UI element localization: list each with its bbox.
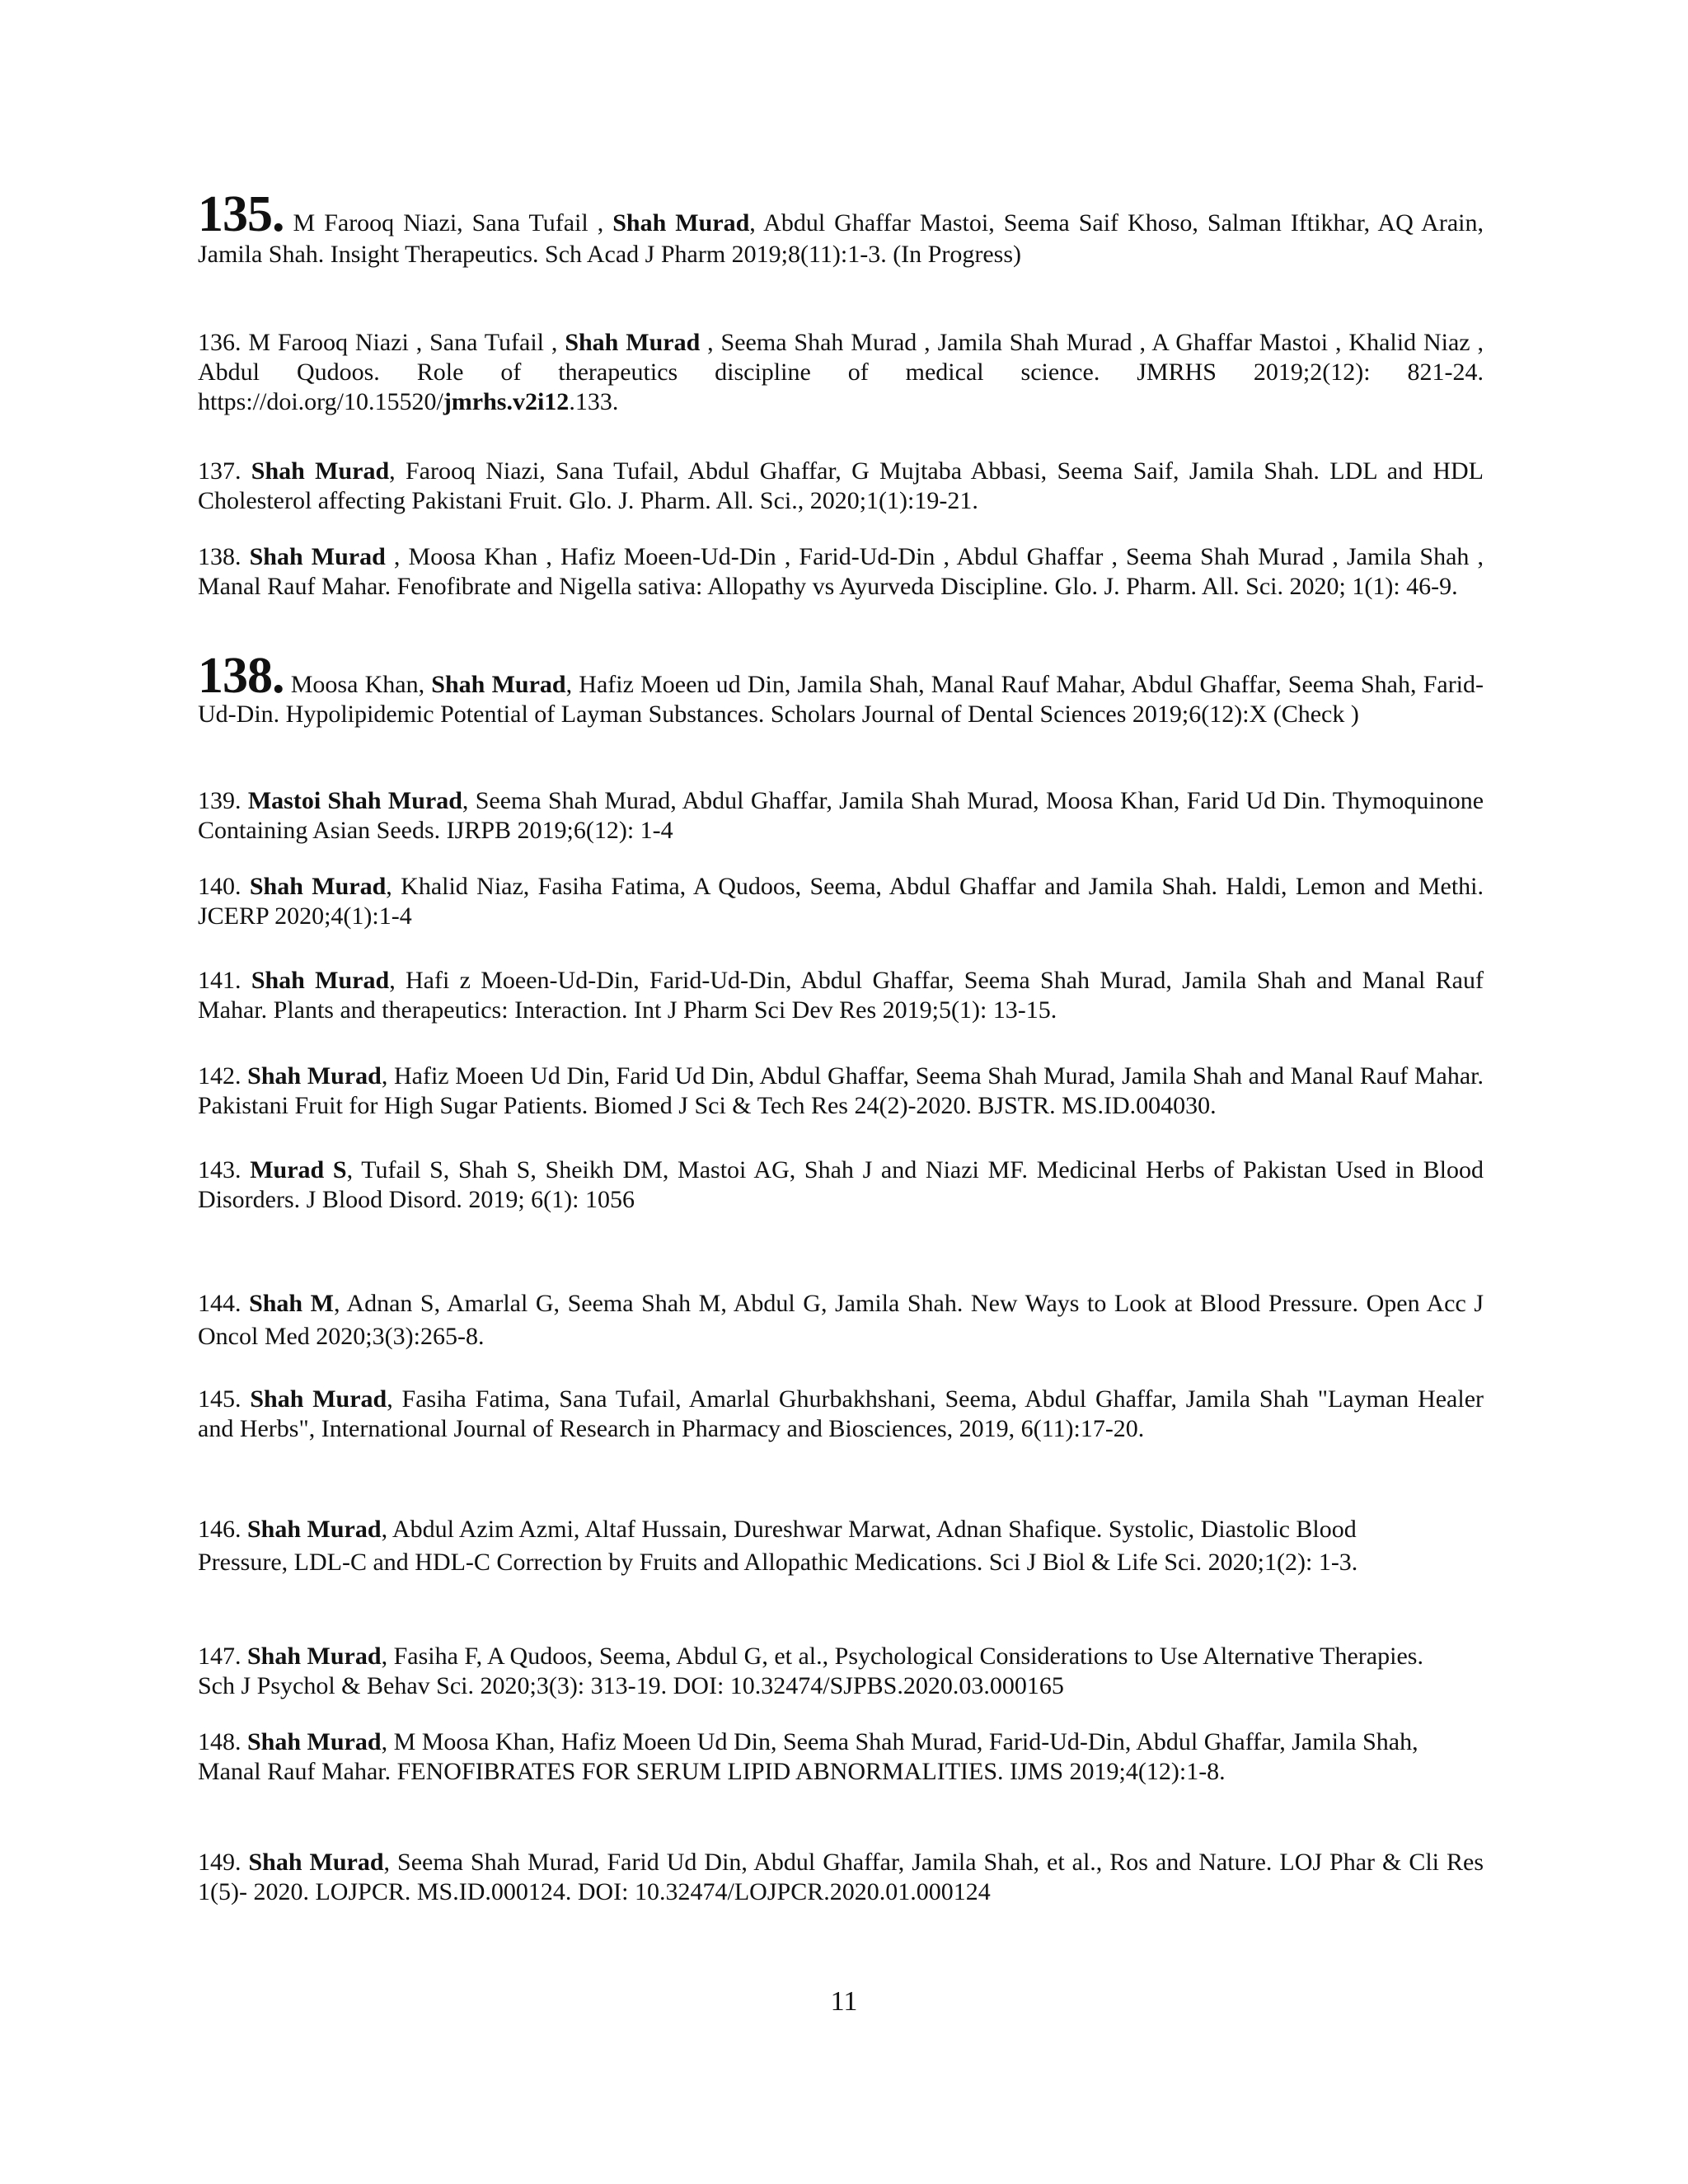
reference-number: 144. [198,1290,241,1317]
reference-details: , Hafiz Moeen Ud Din, Farid Ud Din, Abdul Ghaffar, Seema Shah Murad, Jamila Shah and Manal Rauf Mahar. Pakistani Fruit for High Sugar Patients. Biomed J Sci & Tech Res 24(2)-2020. BJSTR. MS.ID.004030. [198,1062,1484,1119]
reference-details: , Fasiha Fatima, Sana Tufail, Amarlal Ghurbakhshani, Seema, Abdul Ghaffar, Jamila Shah "Layman Healer and Herbs", International Journal of Research in Pharmacy and Biosciences, 2019, 6(11):17-20. [198,1385,1484,1442]
reference-number: 136. [198,329,241,356]
reference-authors-pre [241,1290,250,1317]
reference-entry-139 [198,786,1484,846]
reference-author-bold: Shah M [249,1290,334,1317]
reference-details: , Seema Shah Murad , Jamila Shah Murad , A Ghaffar Mastoi , Khalid Niaz , Abdul Qudoos. Role of therapeutics discipline of medical science. JMRHS 2019;2(12): 821-24. https://doi.org/10.15520/ [198,329,1484,415]
reference-authors-pre [241,1728,248,1755]
reference-entry-140 [198,872,1484,931]
reference-entry-138a [198,542,1484,602]
reference-author-bold: Shah Murad [249,873,387,900]
reference-authors-pre [241,457,251,485]
reference-author-bold: Shah Murad [247,1516,382,1543]
reference-entry-143 [198,1155,1484,1215]
reference-author-bold: Shah Murad [251,967,390,994]
reference-authors-pre: M Farooq Niazi , Sana Tufail , [241,329,565,356]
reference-authors-pre [241,1062,248,1090]
reference-details: , Adnan S, Amarlal G, Seema Shah M, Abdul G, Jamila Shah. New Ways to Look at Blood Pressure. Open Acc J Oncol Med 2020;3(3):265-8. [198,1290,1484,1350]
reference-number: 137. [198,457,241,485]
reference-number: 149. [198,1849,241,1876]
reference-author-bold: Mastoi Shah Murad [247,787,462,814]
reference-number: 138. [198,648,284,704]
reference-entry-146 [198,1513,1434,1579]
reference-authors-pre [241,1385,251,1413]
reference-entry-147 [198,1642,1459,1701]
reference-entry-137 [198,457,1484,516]
reference-details: , Khalid Niaz, Fasiha Fatima, A Qudoos, Seema, Abdul Ghaffar and Jamila Shah. Haldi, Lemon and Methi. JCERP 2020;4(1):1-4 [198,873,1484,930]
reference-doi-bold: jmrhs.v2i12 [443,388,570,415]
reference-doi-tail: .133. [569,388,619,415]
reference-details: , Tufail S, Shah S, Sheikh DM, Mastoi AG, Shah J and Niazi MF. Medicinal Herbs of Pakistan Used in Blood Disorders. J Blood Disord. 2019; 6(1): 1056 [198,1156,1484,1213]
reference-author-bold: Shah Murad [251,457,390,485]
reference-entry-148 [198,1727,1451,1787]
reference-number: 141. [198,967,241,994]
reference-author-bold: Shah Murad [612,209,750,237]
reference-number: 147. [198,1643,241,1670]
reference-author-bold: Shah Murad [250,1385,387,1413]
reference-author-bold: Shah Murad [247,1062,382,1090]
reference-entry-142 [198,1062,1484,1121]
reference-author-bold: Murad S [250,1156,347,1183]
reference-number: 135. [198,186,284,242]
reference-details: , Farooq Niazi, Sana Tufail, Abdul Ghaffar, G Mujtaba Abbasi, Seema Saif, Jamila Shah. LDL and HDL Cholesterol affecting Pakistani Fruit. Glo. J. Pharm. All. Sci., 2020;1(1):19-21. [198,457,1484,514]
reference-number: 146. [198,1516,241,1543]
reference-entry-145 [198,1385,1484,1444]
reference-details: , Hafi z Moeen-Ud-Din, Farid-Ud-Din, Abdul Ghaffar, Seema Shah Murad, Jamila Shah and Manal Rauf Mahar. Plants and therapeutics: Interaction. Int J Pharm Sci Dev Res 2019;5(1): 13-15. [198,967,1484,1024]
reference-number: 139. [198,787,241,814]
reference-authors-pre [241,967,251,994]
reference-authors-pre [241,1516,248,1543]
reference-number: 142. [198,1062,241,1090]
reference-number: 145. [198,1385,241,1413]
reference-entry-138b [198,648,1484,729]
reference-author-bold: Shah Murad [249,543,386,570]
reference-author-bold: Shah Murad [247,1728,382,1755]
reference-author-bold: Shah Murad [431,671,566,698]
reference-number: 148. [198,1728,241,1755]
reference-authors-pre [241,873,250,900]
reference-details: , Hafiz Moeen ud Din, Jamila Shah, Manal Rauf Mahar, Abdul Ghaffar, Seema Shah, Farid-Ud-Din. Hypolipidemic Potential of Layman Substances. Scholars Journal of Dental Sciences 2019;6(12):X (Check ) [198,671,1484,728]
reference-details: , Seema Shah Murad, Farid Ud Din, Abdul Ghaffar, Jamila Shah, et al., Ros and Nature. LOJ Phar & Cli Res 1(5)- 2020. LOJPCR. MS.ID.000124. DOI: 10.32474/LOJPCR.2020.01.000124 [198,1849,1484,1905]
reference-number: 138. [198,543,241,570]
reference-authors-pre: Moosa Khan, [284,671,432,698]
reference-details: , Moosa Khan , Hafiz Moeen-Ud-Din , Farid-Ud-Din , Abdul Ghaffar , Seema Shah Murad , Jamila Shah , Manal Rauf Mahar. Fenofibrate and Nigella sativa: Allopathy vs Ayurveda Discipline. Glo. J. Pharm. All. Sci. 2020; 1(1): 46-9. [198,543,1484,600]
reference-entry-141 [198,966,1484,1025]
reference-authors-pre [241,787,248,814]
reference-details: , Seema Shah Murad, Abdul Ghaffar, Jamila Shah Murad, Moosa Khan, Farid Ud Din. Thymoquinone Containing Asian Seeds. IJRPB 2019;6(12): 1-4 [198,787,1484,844]
reference-number: 140. [198,873,241,900]
reference-details: , M Moosa Khan, Hafiz Moeen Ud Din, Seema Shah Murad, Farid-Ud-Din, Abdul Ghaffar, Jamila Shah, Manal Rauf Mahar. FENOFIBRATES FOR SERUM LIPID ABNORMALITIES. IJMS 2019;4(12):1-8. [198,1728,1418,1785]
reference-author-bold: Shah Murad [247,1643,382,1670]
reference-details: , Abdul Azim Azmi, Altaf Hussain, Dureshwar Marwat, Adnan Shafique. Systolic, Diastolic Blood Pressure, LDL-C and HDL-C Correction by Fruits and Allopathic Medications. Sci J Biol & Life Sci. 2020;1(2): 1-3. [198,1516,1358,1576]
reference-authors-pre [241,1849,249,1876]
reference-authors-pre [241,1643,248,1670]
reference-entry-135 [198,186,1484,270]
reference-authors-pre [241,543,250,570]
reference-details: , Fasiha F, A Qudoos, Seema, Abdul G, et al., Psychological Considerations to Use Alternative Therapies. Sch J Psychol & Behav Sci. 2020;3(3): 313-19. DOI: 10.32474/SJPBS.2020.03.000165 [198,1643,1423,1699]
reference-details: , Abdul Ghaffar Mastoi, Seema Saif Khoso, Salman Iftikhar, AQ Arain, Jamila Shah. Insight Therapeutics. Sch Acad J Pharm 2019;8(11):1-3. (In Progress) [198,209,1484,268]
reference-entry-136 [198,328,1484,417]
page-number: 11 [830,1986,858,2017]
reference-author-bold: Shah Murad [248,1849,384,1876]
reference-authors-pre: M Farooq Niazi, Sana Tufail , [284,209,613,237]
reference-author-bold: Shah Murad [565,329,701,356]
reference-entry-144 [198,1287,1484,1353]
reference-authors-pre [241,1156,251,1183]
reference-entry-149 [198,1848,1484,1907]
reference-number: 143. [198,1156,241,1183]
